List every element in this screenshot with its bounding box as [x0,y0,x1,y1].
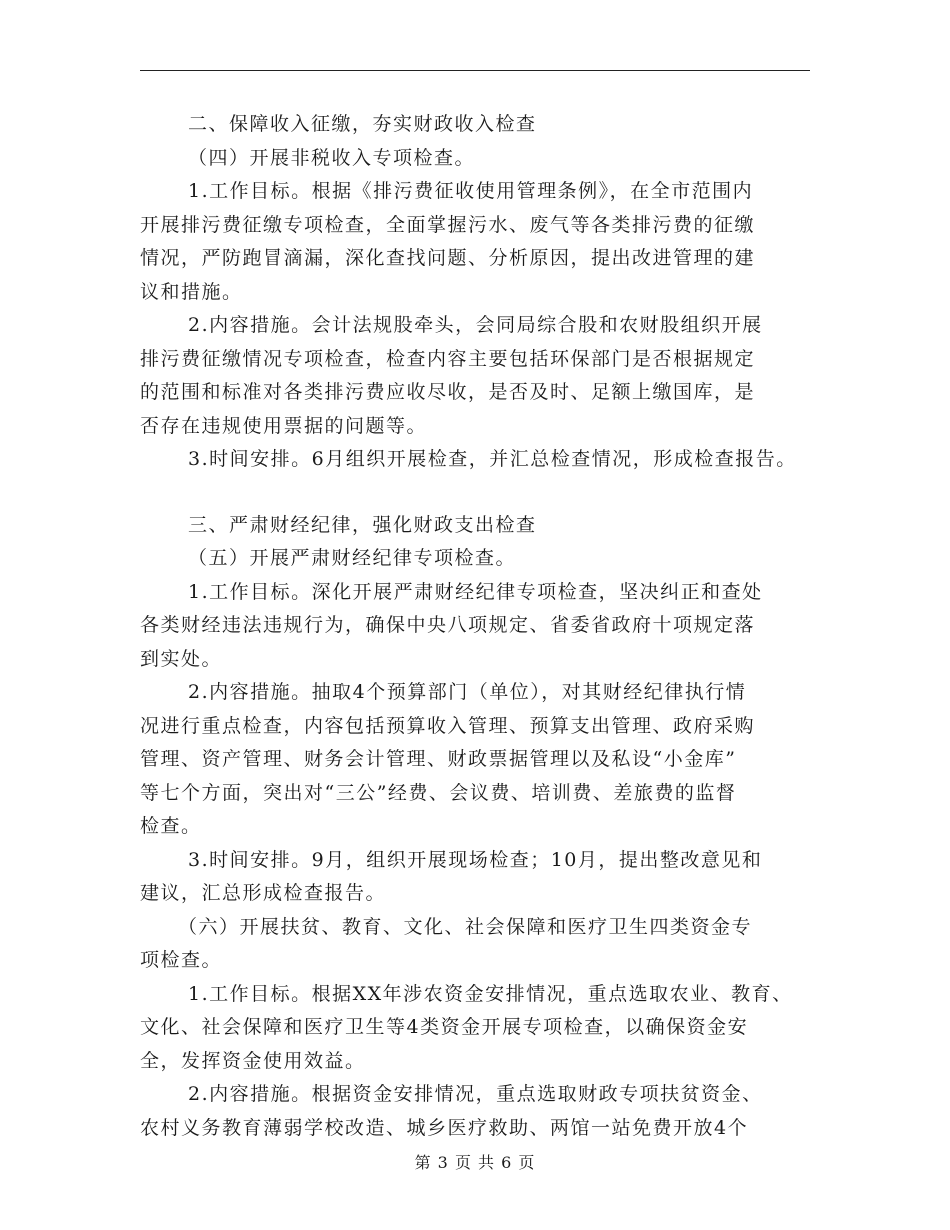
paragraph-line: 1.工作目标。根据XX年涉农资金安排情况，重点选取农业、教育、 [188,982,793,1005]
paragraph-line: 检查。 [140,815,202,837]
paragraph-line: 开展排污费征缴专项检查，全面掌握污水、废气等各类排污费的征缴 [140,213,756,236]
paragraph-line: 2.内容措施。会计法规股牵头，会同局综合股和农财股组织开展 [188,314,763,336]
paragraph-line: 情况，严防跑冒滴漏，深化查找问题、分析原因，提出改进管理的建 [140,247,756,269]
paragraph-line: 农村义务教育薄弱学校改造、城乡医疗救助、两馆一站免费开放4个 [140,1116,749,1139]
paragraph-line: 管理、资产管理、财务会计管理、财政票据管理以及私设“小金库” [140,748,737,770]
paragraph-line: 建议，汇总形成检查报告。 [140,882,387,904]
subsection-heading: 项检查。 [140,949,223,971]
section-heading: 二、保障收入征缴，夯实财政收入检查 [188,113,537,135]
paragraph-line: 到实处。 [140,647,223,670]
page-number: 第 3 页 共 6 页 [414,1153,536,1172]
paragraph-line: 2.内容措施。根据资金安排情况，重点选取财政专项扶贫资金、 [188,1083,763,1105]
section-heading: 三、严肃财经纪律，强化财政支出检查 [188,513,537,536]
section-gap [140,477,840,509]
header-rule [140,70,810,71]
paragraph-line: 全，发挥资金使用效益。 [140,1049,366,1072]
subsection-heading: （五）开展严肃财经纪律专项检查。 [188,547,517,569]
paragraph-line: 的范围和标准对各类排污费应收尽收，是否及时、足额上缴国库，是 [140,381,756,403]
paragraph-line: 2.内容措施。抽取4个预算部门（单位），对其财经纪律执行情 [188,681,747,703]
paragraph-line: 1.工作目标。深化开展严肃财经纪律专项检查，坚决纠正和查处 [188,580,763,603]
paragraph-line: 等七个方面，突出对“三公”经费、会议费、培训费、差旅费的监督 [140,781,737,804]
document-body [140,108,840,1145]
paragraph-line: 3.时间安排。9月，组织开展现场检查；10月，提出整改意见和 [188,848,763,871]
paragraph-line: 文化、社会保障和医疗卫生等4类资金开展专项检查，以确保资金安 [140,1016,749,1038]
paragraph-line: 否存在违规使用票据的问题等。 [140,414,428,437]
subsection-heading: （四）开展非税收入专项检查。 [188,146,476,169]
paragraph-line: 况进行重点检查，内容包括预算收入管理、预算支出管理、政府采购 [140,714,756,737]
paragraph-line: 排污费征缴情况专项检查，检查内容主要包括环保部门是否根据规定 [140,347,756,370]
paragraph-line: 各类财经违法违规行为，确保中央八项规定、省委省政府十项规定落 [140,614,756,636]
paragraph-line: 3.时间安排。6月组织开展检查，并汇总检查情况，形成检查报告。 [188,448,797,470]
subsection-heading: （六）开展扶贫、教育、文化、社会保障和医疗卫生四类资金专 [178,915,753,938]
paragraph-line: 议和措施。 [140,280,243,303]
paragraph-line: 1.工作目标。根据《排污费征收使用管理条例》，在全市范围内 [188,180,754,202]
